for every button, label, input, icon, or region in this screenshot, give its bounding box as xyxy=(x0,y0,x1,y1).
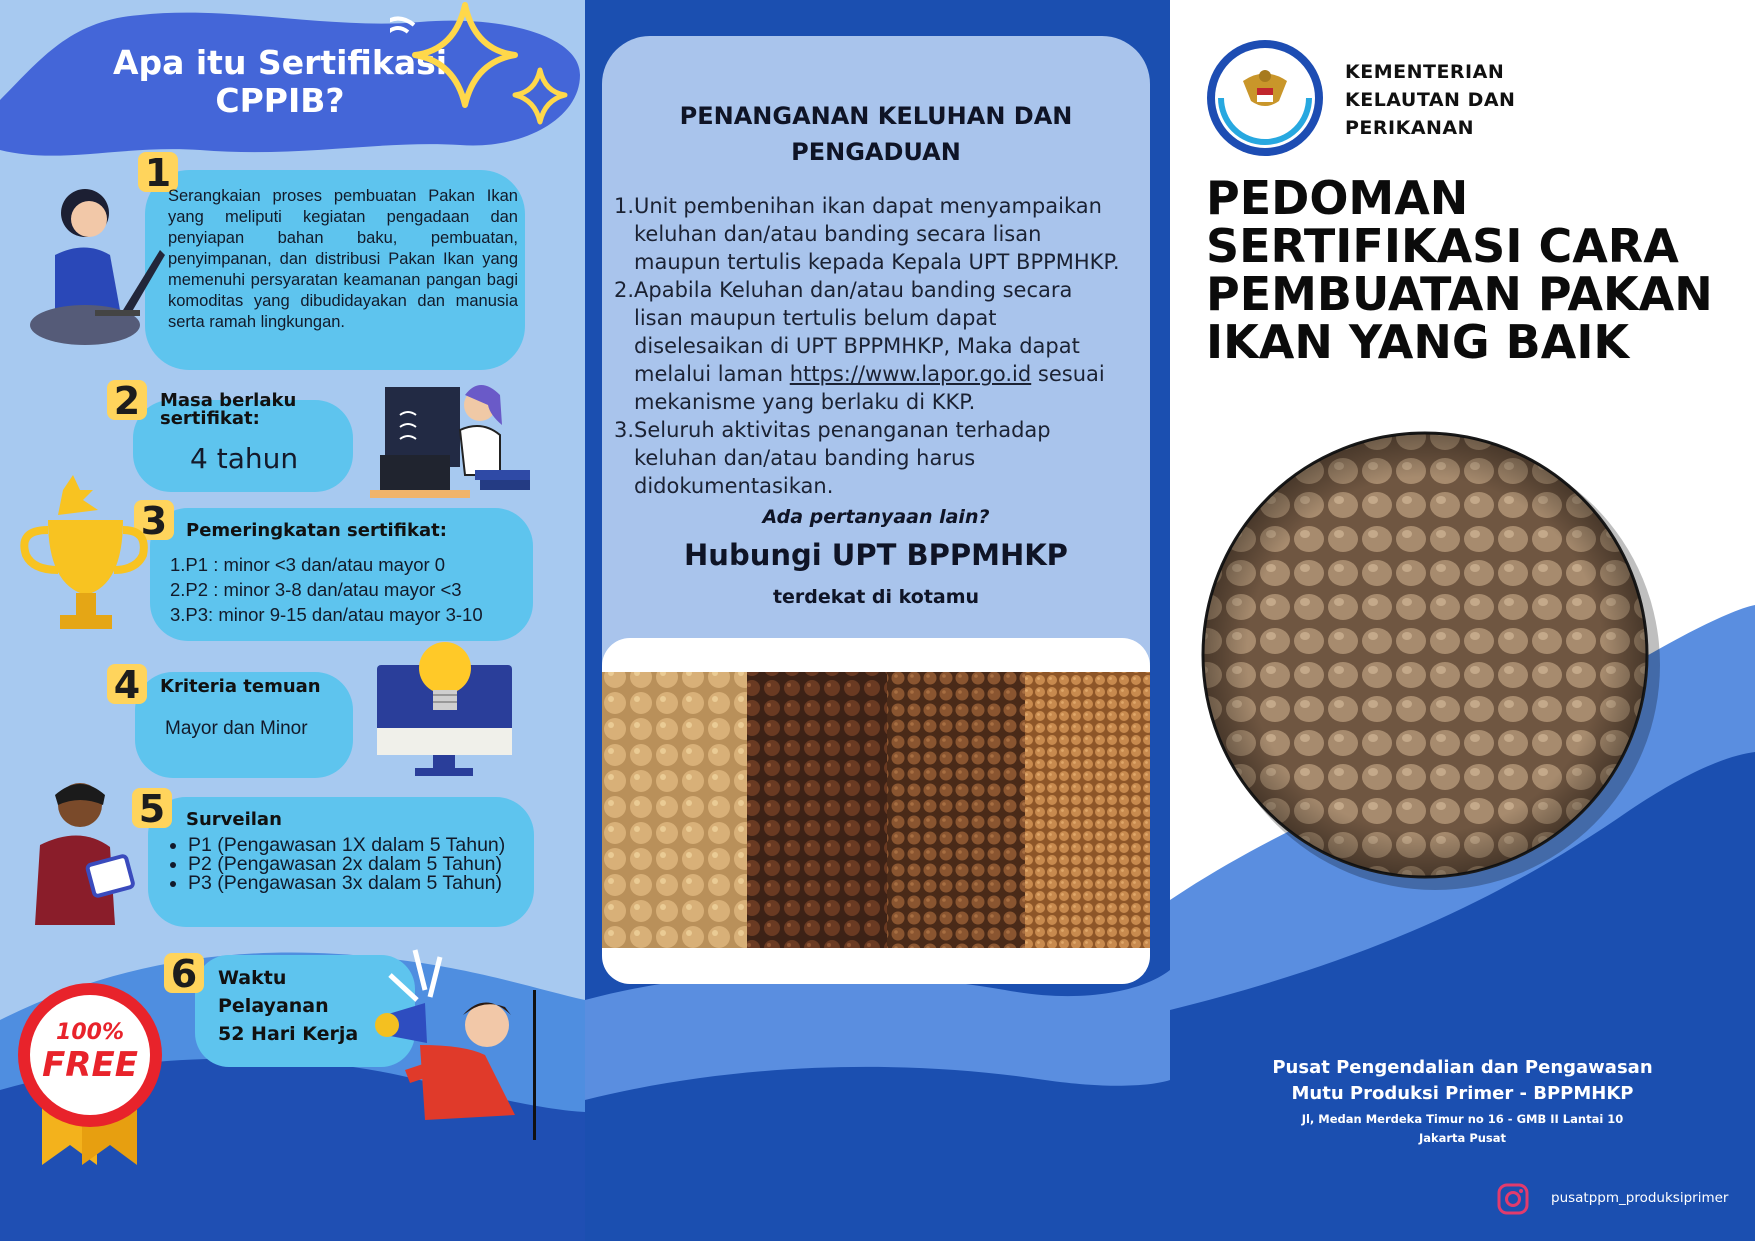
step6-line1: Waktu xyxy=(218,967,287,989)
free-badge-line1: 100% xyxy=(56,1020,124,1045)
brochure-title-line2: SERTIFIKASI CARA xyxy=(1206,219,1679,273)
complaint-list xyxy=(614,192,1124,500)
step3-label: Pemeringkatan sertifikat: xyxy=(186,520,447,541)
complaint-item-3-text: Seluruh aktivitas penanganan terhadap keluhan dan/atau banding harus didokumentasikan. xyxy=(634,418,1051,498)
contact-subtext: terdekat di kotamu xyxy=(772,586,980,608)
address-line1: Jl, Medan Merdeka Timur no 16 - GMB II Lantai 10 xyxy=(1301,1112,1624,1126)
inspector-illustration xyxy=(25,775,140,935)
right-panel xyxy=(1170,0,1755,1241)
lapor-link[interactable]: https://www.lapor.go.id xyxy=(789,362,1032,386)
megaphone-man-illustration xyxy=(365,945,540,1145)
step6-line2: Pelayanan xyxy=(218,995,329,1017)
complaint-item-2-num: 2. xyxy=(614,278,635,302)
footer-line1: Pusat Pengendalian dan Pengawasan xyxy=(1272,1057,1653,1078)
step3-number: 3 xyxy=(134,500,174,540)
complaint-item-2-post: sesuai mekanisme yang berlaku di KKP. xyxy=(634,362,1105,414)
step1-number: 1 xyxy=(138,152,178,192)
complaint-item-2 xyxy=(614,276,1124,416)
brochure-title-line3: PEMBUATAN PAKAN xyxy=(1206,267,1713,321)
monitor-bulb-icon xyxy=(375,640,515,780)
left-panel xyxy=(0,0,585,1241)
instagram-icon[interactable] xyxy=(1497,1183,1529,1215)
complaint-item-3 xyxy=(614,416,1124,500)
step5-item-3: • P3 (Pengawasan 3x dalam 5 Tahun) xyxy=(188,874,505,893)
free-badge-line2: FREE xyxy=(42,1045,138,1085)
step5-item-1: • P1 (Pengawasan 1X dalam 5 Tahun) xyxy=(188,836,505,855)
trophy-icon xyxy=(18,475,148,645)
step4-number: 4 xyxy=(107,664,147,704)
step4-label: Kriteria temuan xyxy=(160,676,321,697)
ministry-line3: PERIKANAN xyxy=(1345,117,1475,139)
step6-line3: 52 Hari Kerja xyxy=(218,1023,359,1045)
sparkle-stars-icon xyxy=(390,0,585,140)
complaint-heading-line1: PENANGANAN KELUHAN DAN xyxy=(679,102,1073,130)
complaint-card xyxy=(602,36,1150,984)
step6-text xyxy=(218,964,358,1048)
step2-value: 4 tahun xyxy=(190,442,299,475)
complaint-item-3-num: 3. xyxy=(614,418,635,442)
step5-item-2: • P2 (Pengawasan 2x dalam 5 Tahun) xyxy=(188,855,505,874)
step3-item-2: 2.P2 : minor 3-8 dan/atau mayor <3 xyxy=(170,579,462,600)
feed-photo-frame xyxy=(602,638,1150,984)
step5-label: Surveilan xyxy=(186,809,282,830)
step1-text: Serangkaian proses pembuatan Pakan Ikan yang meliputi kegiatan pengadaan dan penyiapan bahan baku, pembuatan, penyimpanan, dan distribusi Pakan Ikan yang memenuhi persyaratan keamanan pangan bagi komoditas yang dibudidayakan dan manusia serta ramah lingkungan. xyxy=(168,187,518,331)
complaint-heading xyxy=(602,98,1150,170)
complaint-item-1-text: Unit pembenihan ikan dapat menyampaikan keluhan dan/atau banding secara lisan maupun tertulis kepada Kepala UPT BPPMHKP. xyxy=(634,194,1120,274)
step2-label-line2: sertifikat: xyxy=(160,408,260,429)
left-title-line2: CPPIB? xyxy=(215,81,345,120)
step2-label xyxy=(160,392,296,428)
question-text: Ada pertanyaan lain? xyxy=(762,506,990,528)
fish-feed-photo xyxy=(602,638,1150,984)
ministry-line1: KEMENTERIAN xyxy=(1345,61,1505,83)
brochure-title-line4: IKAN YANG BAIK xyxy=(1206,315,1630,369)
step3-item-1: 1.P1 : minor <3 dan/atau mayor 0 xyxy=(170,554,446,575)
contact-heading: Hubungi UPT BPPMHKP xyxy=(684,538,1068,572)
person-laptop-illustration xyxy=(25,185,165,345)
feed-pellet-circle-photo xyxy=(1190,420,1660,890)
step5-number: 5 xyxy=(132,788,172,828)
complaint-heading-line2: PENGADUAN xyxy=(791,138,961,166)
complaint-item-1 xyxy=(614,192,1124,276)
step6-number: 6 xyxy=(164,953,204,993)
step5-list xyxy=(168,836,505,893)
teacher-illustration xyxy=(370,375,540,500)
step3-item-3: 3.P3: minor 9-15 dan/atau mayor 3-10 xyxy=(170,604,483,625)
footer-line2: Mutu Produksi Primer - BPPMHKP xyxy=(1291,1083,1634,1104)
step3-list xyxy=(170,552,483,627)
complaint-item-2-pre: Apabila Keluhan dan/atau banding secara lisan maupun tertulis belum dapat diselesaikan di UPT BPPMHKP, Maka dapat melalui laman xyxy=(634,278,1080,386)
step2-number: 2 xyxy=(107,380,147,420)
complaint-item-1-num: 1. xyxy=(614,194,635,218)
step4-value: Mayor dan Minor xyxy=(165,718,308,739)
brochure-title xyxy=(1206,171,1713,369)
address-line2: Jakarta Pusat xyxy=(1418,1131,1507,1145)
footer-org xyxy=(1170,1055,1755,1107)
ministry-name xyxy=(1345,58,1515,142)
brochure-title-line1: PEDOMAN xyxy=(1206,171,1469,225)
step2-label-line1: Masa berlaku xyxy=(160,390,297,411)
kkp-logo xyxy=(1203,36,1333,161)
ministry-line2: KELAUTAN DAN xyxy=(1345,89,1516,111)
left-title-line1: Apa itu Sertifikasi xyxy=(112,43,448,82)
instagram-handle[interactable]: pusatppm_produksiprimer xyxy=(1551,1190,1729,1206)
footer-address xyxy=(1170,1110,1755,1148)
